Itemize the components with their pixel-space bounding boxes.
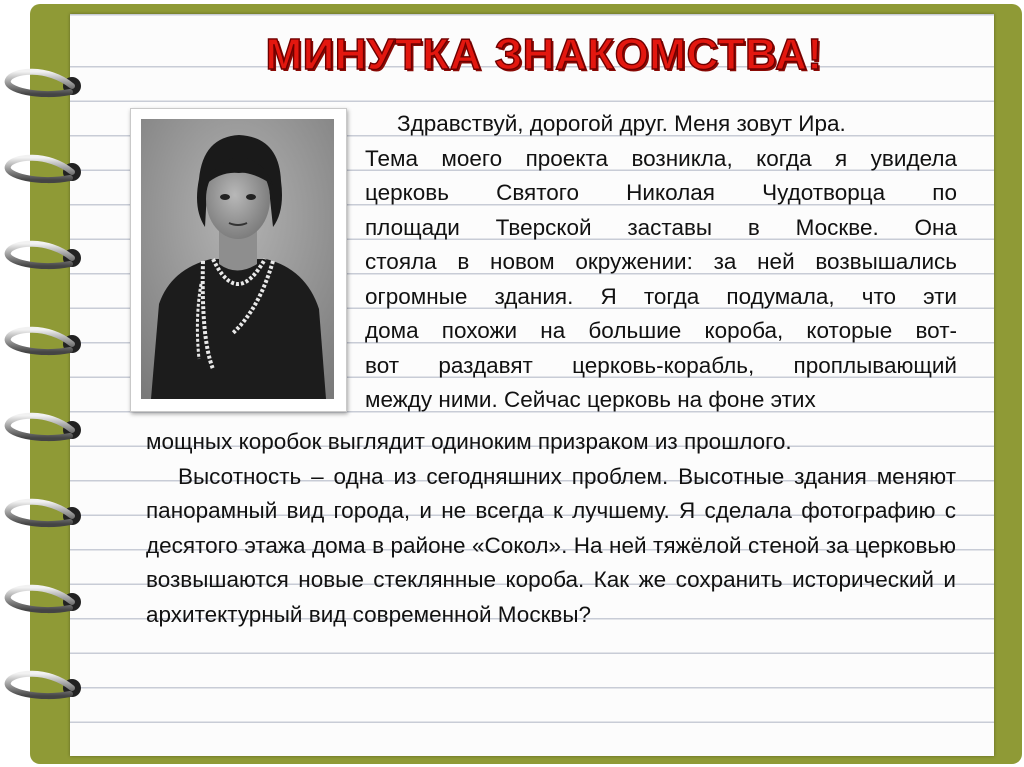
text-line: огромные здания. Я тогда подумала, что эти xyxy=(365,283,957,309)
spiral-ring-icon xyxy=(8,416,81,439)
spiral-ring-icon xyxy=(8,588,81,611)
text-line: стояла в новом окружении: за ней возвышались xyxy=(365,249,957,274)
text-line: площади Тверской заставы в Москве. Она xyxy=(365,214,957,240)
portrait-photo xyxy=(141,119,334,399)
text-line: дома похожи на большие короба, которые вот- xyxy=(365,318,957,343)
page-title: МИНУТКА ЗНАКОМСТВА! xyxy=(265,30,823,79)
spiral-binding xyxy=(0,0,100,767)
greeting-line: Здравствуй, дорогой друг. Меня зовут Ира. xyxy=(397,111,846,136)
spiral-ring-icon xyxy=(8,330,81,353)
paragraph-heights: Высотность – одна из сегодняшних проблем. Высотные здания меняют панорамный вид города, и не всегда к лучшему. Я сделала фотографию с десятого этажа дома в районе «Сокол». На ней тяжёлой стеной за церковью возвышаются новые стеклянные короба. Как же сохранить исторический и архитектурный вид современной Москвы? xyxy=(146,463,956,627)
main-text-column xyxy=(146,425,956,632)
text-line: между ними. Сейчас церковь на фоне этих xyxy=(365,387,816,412)
intro-text-column xyxy=(365,107,957,418)
text-line: церковь Святого Николая Чудотворца по xyxy=(365,180,957,205)
spiral-ring-icon xyxy=(8,244,81,267)
spiral-ring-icon xyxy=(8,502,81,525)
paragraph-continuation: мощных коробок выглядит одиноким призраком из прошлого. xyxy=(146,429,792,454)
text-line: Тема моего проекта возникла, когда я увидела xyxy=(365,145,957,171)
spiral-ring-icon xyxy=(8,158,81,181)
photo-frame xyxy=(130,108,347,412)
text-line: вот раздавят церковь-корабль, проплывающий xyxy=(365,352,957,378)
spiral-ring-icon xyxy=(8,674,81,697)
